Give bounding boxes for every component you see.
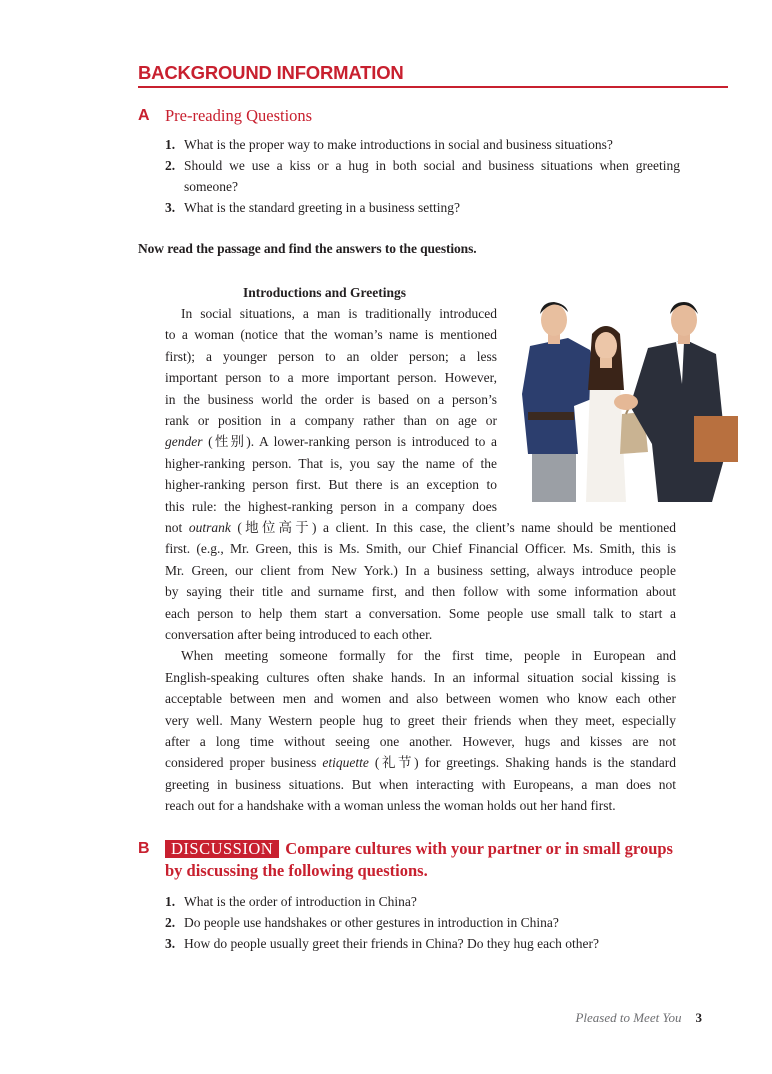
passage-line: acceptable between men and women and also between women who know each other: [165, 691, 676, 707]
part-b-heading: [165, 838, 685, 882]
question-text: Should we use a kiss or a hug in both social and business situations when greeting: [184, 158, 680, 173]
passage-line: in the business world the order is based on a person’s: [165, 391, 497, 407]
discussion-questions: [165, 891, 680, 954]
question-item: [165, 912, 680, 933]
passage-line: Mr. Green, our client from New York.) In a business setting, always introduce people: [165, 562, 676, 578]
passage-line: When meeting someone formally for the first time, people in European and: [181, 648, 676, 664]
passage-line: greeting in business situations. But when interacting with Europeans, a man does not: [165, 776, 676, 792]
passage-line: after a long time without seeing one another. However, hugs and kisses are not: [165, 734, 676, 749]
glossed-term: outrank: [188, 520, 231, 535]
passage-line: rank or position in a company rather than on age or: [165, 413, 497, 428]
question-text: What is the proper way to make introductions in social and business situations?: [184, 137, 613, 152]
question-number: 3.: [165, 200, 176, 215]
section-divider: [138, 86, 728, 88]
question-item: [165, 933, 680, 954]
question-item: [165, 155, 680, 197]
question-number: 3.: [165, 936, 176, 951]
section-title: BACKGROUND INFORMATION: [138, 62, 404, 83]
part-a-title: Pre-reading Questions: [165, 106, 313, 125]
passage-line: higher-ranking person. That is, you say the name of the: [165, 455, 497, 471]
question-number: 2.: [165, 158, 176, 173]
passage-line: this rule: the highest-ranking person in a company does: [165, 498, 497, 514]
man-right-figure: [630, 302, 738, 502]
passage-line: reach out for a handshake with a woman unless the woman holds out her hand first.: [165, 798, 616, 814]
passage-line: English-speaking cultures often shake hands. In an informal situation social kissing is: [165, 669, 676, 685]
passage-line: by saying their title and surname first, and then follow with some information about: [165, 584, 676, 600]
running-title: Pleased to Meet You: [575, 1010, 682, 1025]
part-a-letter: A: [138, 107, 150, 124]
question-item: [165, 134, 680, 155]
passage-line: conversation after being introduced to each other.: [165, 627, 433, 642]
question-text: What is the order of introduction in China?: [184, 894, 417, 909]
part-b-title: Compare cultures with your partner or in small groups by discussing the following questions.: [165, 839, 673, 880]
business-greeting-photo: [508, 294, 742, 502]
question-text: How do people usually greet their friends in China? Do they hug each other?: [184, 936, 599, 951]
question-item: [165, 197, 680, 218]
discussion-badge: DISCUSSION: [165, 840, 279, 858]
passage-line: considered proper business etiquette (礼节) for greetings. Shaking hands is the standard: [165, 755, 677, 771]
question-number: 1.: [165, 894, 176, 909]
glossed-term: etiquette: [322, 755, 369, 771]
question-text: someone?: [184, 179, 238, 194]
part-b-letter: B: [138, 840, 150, 857]
question-item: [165, 891, 680, 912]
question-text: What is the standard greeting in a business setting?: [184, 200, 460, 215]
passage-line: first. (e.g., Mr. Green, this is Ms. Smith, our Chief Financial Officer. Ms. Smith, this is: [165, 541, 676, 557]
page-footer: [575, 1010, 702, 1026]
page-number: 3: [695, 1010, 702, 1025]
question-number: 2.: [165, 915, 176, 930]
passage-line: to a woman (notice that the woman’s name is mentioned: [165, 327, 497, 343]
question-number: 1.: [165, 137, 176, 152]
glossed-term: gender: [165, 434, 203, 450]
passage-line: each person to help them start a conversation. Some people use small talk to start a: [165, 605, 676, 621]
question-text: Do people use handshakes or other gestures in introduction in China?: [184, 915, 559, 930]
handshake-hands: [614, 394, 638, 410]
passage-line: In social situations, a man is traditionally introduced: [181, 306, 497, 321]
passage-line: important person to a more important person. However,: [165, 370, 497, 386]
handshake-illustration: [508, 294, 742, 502]
passage-line: gender (性别). A lower-ranking person is introduced to a: [165, 434, 497, 450]
passage-line: higher-ranking person first. But there is an exception to: [165, 477, 497, 493]
pre-reading-questions: [165, 134, 680, 218]
passage-line: first); a younger person to an older person; a less: [165, 348, 497, 364]
passage-line: very well. Many Western people hug to greet their friends when they meet, especially: [165, 712, 676, 728]
reading-instruction: Now read the passage and find the answers to the questions.: [138, 241, 477, 256]
passage-title: Introductions and Greetings: [243, 285, 407, 300]
passage-line: not outrank (地位高于) a client. In this case, the client’s name should be mentioned: [165, 520, 676, 535]
